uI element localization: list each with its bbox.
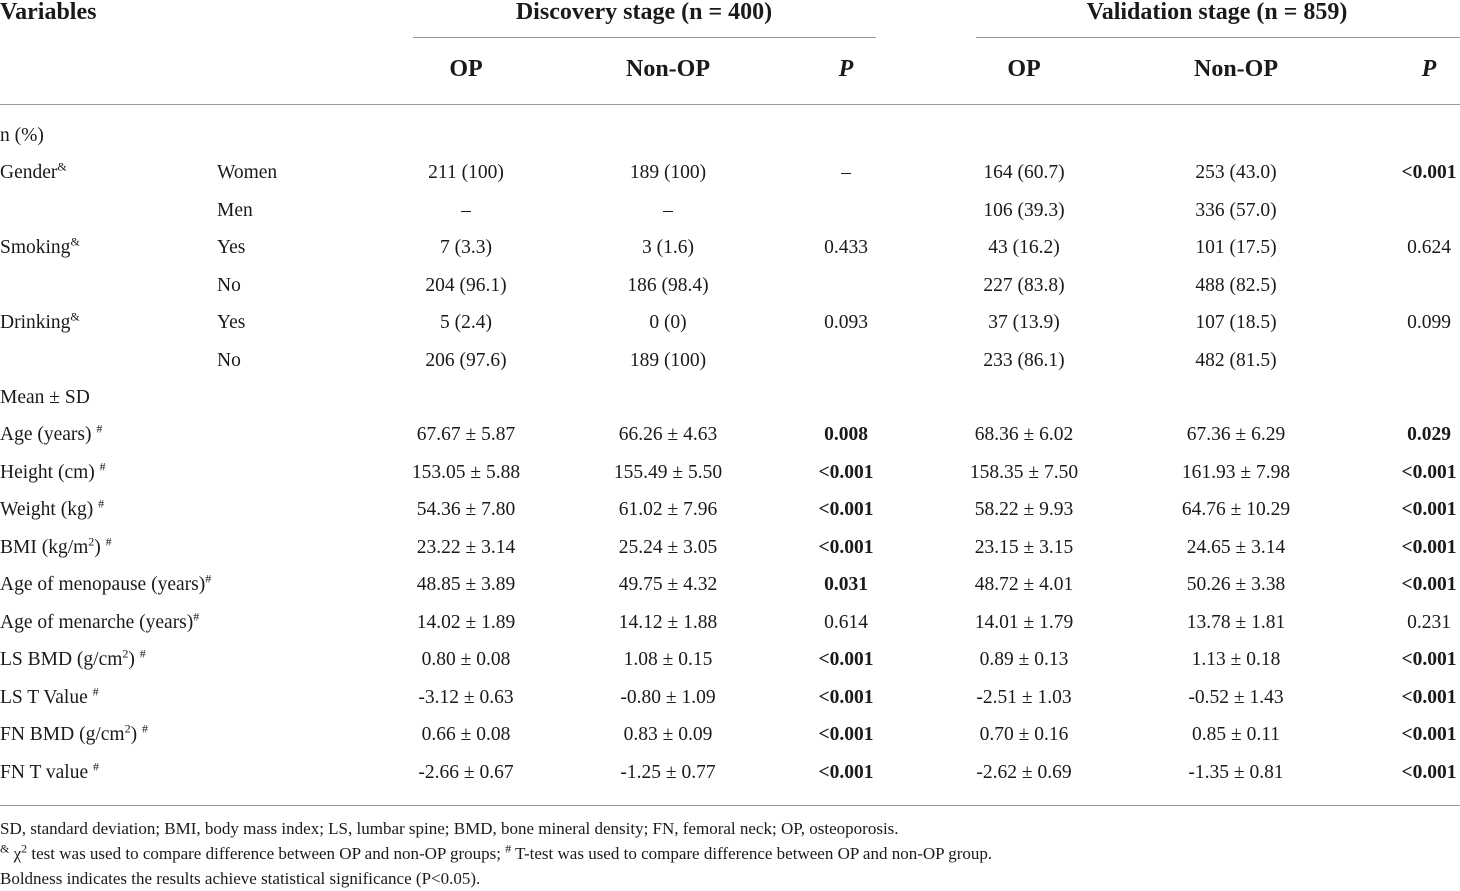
- cell-discovery-nonop: -1.25 ± 0.77: [620, 762, 716, 783]
- row-variable-label: Smoking: [0, 237, 71, 258]
- row-variable-mark: #: [93, 759, 99, 774]
- row-variable-label: Weight (kg): [0, 499, 99, 520]
- cell-discovery-op: 206 (97.6): [425, 350, 507, 371]
- row-variable-label: Height (cm): [0, 462, 100, 483]
- cell-validation-nonop: -0.52 ± 1.43: [1188, 687, 1284, 708]
- row-subgroup: No: [217, 350, 241, 371]
- cell-discovery-op: -2.66 ± 0.67: [418, 762, 514, 783]
- cell-discovery-p: <0.001: [818, 649, 874, 670]
- row-variable: [0, 723, 148, 747]
- row-variable: [0, 611, 199, 635]
- cell-validation-nonop: 0.85 ± 0.11: [1192, 724, 1280, 745]
- cell-discovery-p: 0.031: [824, 574, 868, 595]
- cell-validation-op: 58.22 ± 9.93: [974, 499, 1074, 520]
- header-bottom-rule: [0, 104, 1460, 105]
- cell-validation-p: 0.624: [1407, 237, 1451, 258]
- row-subgroup: Men: [217, 200, 253, 221]
- cell-validation-nonop: 24.65 ± 3.14: [1186, 537, 1286, 558]
- cell-discovery-nonop: 61.02 ± 7.96: [618, 499, 718, 520]
- cell-discovery-nonop: 25.24 ± 3.05: [618, 537, 718, 558]
- footnote-abbreviations: SD, standard deviation; BMI, body mass index; LS, lumbar spine; BMD, bone mineral density; FN, femoral neck; OP, osteoporosis.: [0, 819, 899, 838]
- footnote-boldness: Boldness indicates the results achieve statistical significance (P<0.05).: [0, 869, 481, 888]
- row-variable-mark: &: [70, 309, 80, 324]
- cell-validation-op: 23.15 ± 3.15: [974, 537, 1074, 558]
- row-variable: [0, 161, 67, 185]
- cell-validation-p: <0.001: [1401, 574, 1457, 595]
- row-subgroup: No: [217, 275, 241, 296]
- cell-discovery-nonop: –: [663, 200, 673, 221]
- row-variable-mark: &: [57, 159, 67, 174]
- cell-validation-nonop: 1.13 ± 0.18: [1191, 649, 1281, 670]
- row-variable-mark: #: [193, 609, 200, 624]
- cell-discovery-op: –: [461, 200, 471, 221]
- cell-validation-nonop: 107 (18.5): [1195, 312, 1277, 333]
- cell-validation-nonop: 50.26 ± 3.38: [1186, 574, 1286, 595]
- cell-validation-nonop: 482 (81.5): [1195, 350, 1277, 371]
- row-variable: [0, 461, 106, 485]
- row-variable-label: FN T value: [0, 762, 93, 783]
- row-variable-mark: #: [205, 571, 212, 586]
- cell-validation-nonop: 336 (57.0): [1195, 200, 1277, 221]
- cell-validation-p: 0.231: [1407, 612, 1451, 633]
- cell-validation-op: 0.89 ± 0.13: [979, 649, 1069, 670]
- row-subgroup: Yes: [217, 312, 246, 333]
- cell-discovery-p: 0.433: [824, 237, 868, 258]
- cell-discovery-nonop: 66.26 ± 4.63: [618, 424, 718, 445]
- cell-validation-p: <0.001: [1401, 649, 1457, 670]
- cell-validation-nonop: 13.78 ± 1.81: [1186, 612, 1286, 633]
- col-validation-op: OP: [1007, 56, 1041, 82]
- row-variable-mark: &: [70, 234, 80, 249]
- cell-discovery-op: 23.22 ± 3.14: [416, 537, 516, 558]
- cell-validation-op: 68.36 ± 6.02: [974, 424, 1074, 445]
- footnote-hash-mark: #: [505, 841, 512, 856]
- cell-discovery-op: 204 (96.1): [425, 275, 507, 296]
- row-variable-label: FN BMD (g/cm: [0, 724, 125, 745]
- row-variable-label: LS BMD (g/cm: [0, 649, 123, 670]
- cell-discovery-nonop: 189 (100): [629, 350, 707, 371]
- cell-validation-op: 0.70 ± 0.16: [979, 724, 1069, 745]
- cell-discovery-op: 7 (3.3): [440, 237, 492, 258]
- col-validation-nonop: Non-OP: [1194, 56, 1278, 82]
- cell-discovery-p: <0.001: [818, 499, 874, 520]
- row-variable-mark: #: [98, 496, 105, 511]
- cell-discovery-nonop: 0.83 ± 0.09: [623, 724, 713, 745]
- cell-validation-p: <0.001: [1401, 499, 1457, 520]
- cell-discovery-nonop: 49.75 ± 4.32: [618, 574, 718, 595]
- row-variable-mark: #: [139, 646, 146, 661]
- cell-discovery-nonop: 14.12 ± 1.88: [618, 612, 718, 633]
- cell-discovery-op: -3.12 ± 0.63: [418, 687, 514, 708]
- row-unit-superscript: 2: [124, 721, 131, 736]
- row-variable-mark: #: [96, 421, 103, 436]
- cell-validation-p: 0.029: [1407, 424, 1451, 445]
- validation-group-rule: [976, 37, 1460, 38]
- cell-discovery-nonop: 1.08 ± 0.15: [623, 649, 713, 670]
- cell-validation-op: 37 (13.9): [988, 312, 1060, 333]
- row-subgroup: Yes: [217, 237, 246, 258]
- cell-validation-op: 158.35 ± 7.50: [969, 462, 1079, 483]
- row-variable-tail: ): [130, 724, 142, 745]
- header-variables: Variables: [0, 0, 97, 25]
- cell-validation-nonop: 161.93 ± 7.98: [1181, 462, 1291, 483]
- row-variable: [0, 573, 211, 597]
- cell-discovery-p: 0.093: [824, 312, 868, 333]
- cell-validation-nonop: 64.76 ± 10.29: [1181, 499, 1291, 520]
- cell-validation-p: 0.099: [1407, 312, 1451, 333]
- row-variable: [0, 686, 99, 710]
- section-mean-sd: Mean ± SD: [0, 387, 90, 408]
- footnote-tests: [0, 843, 992, 865]
- row-variable: [0, 498, 104, 522]
- cell-discovery-nonop: -0.80 ± 1.09: [620, 687, 716, 708]
- footnote-chi-sup: 2: [21, 841, 28, 856]
- cell-validation-p: <0.001: [1401, 724, 1457, 745]
- row-variable-mark: #: [99, 459, 106, 474]
- cell-discovery-p: <0.001: [818, 724, 874, 745]
- cell-discovery-nonop: 0 (0): [649, 312, 687, 333]
- row-variable: [0, 536, 112, 560]
- cell-validation-op: -2.62 ± 0.69: [976, 762, 1072, 783]
- cell-validation-op: 233 (86.1): [983, 350, 1065, 371]
- cell-validation-nonop: 67.36 ± 6.29: [1186, 424, 1286, 445]
- section-n-pct: n (%): [0, 125, 44, 146]
- cell-validation-p: <0.001: [1401, 162, 1457, 183]
- row-variable-mark: #: [105, 534, 112, 549]
- row-variable-label: Age of menopause (years): [0, 574, 206, 595]
- cell-discovery-op: 54.36 ± 7.80: [416, 499, 516, 520]
- cell-discovery-p: <0.001: [818, 762, 874, 783]
- cell-validation-op: 48.72 ± 4.01: [974, 574, 1074, 595]
- footnote-ttest-text: T-test was used to compare difference between OP and non-OP group.: [511, 844, 993, 863]
- cell-validation-nonop: -1.35 ± 0.81: [1188, 762, 1284, 783]
- cell-validation-p: <0.001: [1401, 687, 1457, 708]
- cell-validation-op: 164 (60.7): [983, 162, 1065, 183]
- cell-discovery-op: 14.02 ± 1.89: [416, 612, 516, 633]
- cell-discovery-op: 0.80 ± 0.08: [421, 649, 511, 670]
- row-subgroup: Women: [217, 162, 278, 183]
- footnote-chi: χ: [9, 844, 22, 863]
- row-variable: [0, 423, 102, 447]
- row-variable-label: Age of menarche (years): [0, 612, 194, 633]
- row-variable-mark: #: [141, 721, 148, 736]
- cell-discovery-op: 0.66 ± 0.08: [421, 724, 511, 745]
- cell-discovery-nonop: 186 (98.4): [627, 275, 709, 296]
- cell-validation-p: <0.001: [1401, 537, 1457, 558]
- row-variable-tail: ): [128, 649, 140, 670]
- cell-validation-nonop: 101 (17.5): [1195, 237, 1277, 258]
- header-discovery-stage: Discovery stage (n = 400): [515, 0, 773, 25]
- cell-discovery-p: <0.001: [818, 537, 874, 558]
- cell-discovery-nonop: 3 (1.6): [642, 237, 694, 258]
- footnote-amp-mark: &: [0, 841, 10, 856]
- table-bottom-rule: [0, 805, 1460, 806]
- row-variable-label: Age (years): [0, 424, 97, 445]
- header-validation-stage: Validation stage (n = 859): [1086, 0, 1348, 25]
- row-variable-label: Gender: [0, 162, 58, 183]
- row-variable: [0, 236, 80, 260]
- cell-validation-p: <0.001: [1401, 762, 1457, 783]
- cell-discovery-op: 153.05 ± 5.88: [411, 462, 521, 483]
- cell-discovery-op: 67.67 ± 5.87: [416, 424, 516, 445]
- footnote-chi-text: test was used to compare difference between OP and non-OP groups;: [27, 844, 506, 863]
- cell-discovery-nonop: 155.49 ± 5.50: [613, 462, 723, 483]
- row-variable-label: LS T Value: [0, 687, 93, 708]
- row-variable: [0, 311, 80, 335]
- col-discovery-nonop: Non-OP: [626, 56, 710, 82]
- cell-discovery-p: –: [841, 162, 851, 183]
- cell-discovery-nonop: 189 (100): [629, 162, 707, 183]
- cell-validation-op: 106 (39.3): [983, 200, 1065, 221]
- row-variable-label: BMI (kg/m: [0, 537, 89, 558]
- cell-discovery-op: 5 (2.4): [440, 312, 492, 333]
- cell-validation-op: 43 (16.2): [988, 237, 1060, 258]
- cell-discovery-p: <0.001: [818, 687, 874, 708]
- cell-validation-nonop: 488 (82.5): [1195, 275, 1277, 296]
- cell-discovery-p: <0.001: [818, 462, 874, 483]
- cell-discovery-p: 0.008: [824, 424, 868, 445]
- cell-discovery-op: 211 (100): [428, 162, 504, 183]
- row-unit-superscript: 2: [88, 534, 95, 549]
- row-variable-mark: #: [92, 684, 99, 699]
- row-variable-label: Drinking: [0, 312, 71, 333]
- cell-validation-op: 227 (83.8): [983, 275, 1065, 296]
- col-validation-p: P: [1421, 56, 1437, 82]
- col-discovery-op: OP: [449, 56, 483, 82]
- cell-validation-p: <0.001: [1401, 462, 1457, 483]
- cell-validation-nonop: 253 (43.0): [1195, 162, 1277, 183]
- cell-discovery-op: 48.85 ± 3.89: [416, 574, 516, 595]
- row-variable: [0, 761, 99, 785]
- discovery-group-rule: [413, 37, 876, 38]
- row-variable-tail: ): [94, 537, 106, 558]
- row-unit-superscript: 2: [122, 646, 129, 661]
- cell-discovery-p: 0.614: [824, 612, 868, 633]
- col-discovery-p: P: [838, 56, 854, 82]
- cell-validation-op: 14.01 ± 1.79: [974, 612, 1074, 633]
- row-variable: [0, 648, 146, 672]
- cell-validation-op: -2.51 ± 1.03: [976, 687, 1072, 708]
